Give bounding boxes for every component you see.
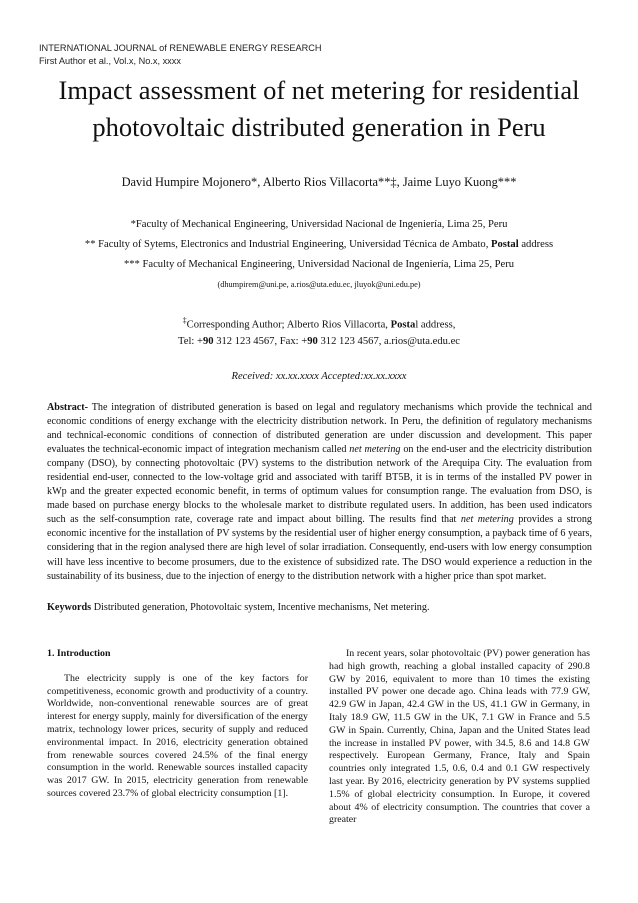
abstract-text-2: on the end-user and the electricity distribution company (DSO), by connecting photovoltaic (PV) systems to the distribution network of the Arequipa City. The evaluation from residential end-user, connected to the low-voltage grid and associated with tariff BT5B, it is in terms of the installed PV power in kWp and the greater expected economic benefit, in terms of optimum values for consumption range. The evaluation from DSO, is made based on purchase energy blocks to the wholesale market to distribute regulated users. In addition, has been used indicators such as the self-consumption rate, coverage rate and impact about billing. The results find that (47, 444, 592, 526)
abstract (47, 401, 592, 584)
title-line-2: photovoltaic distributed generation in Peru (92, 112, 546, 142)
tel-label: Tel: + (178, 336, 203, 347)
abstract-text-1: The integration of distributed generation is based on legal and regulatory mechanisms which provide the technical and economic conditions of energy exchange with the electricity distribution network. In Peru, the definition of regulatory mechanisms and technical-economic conditions of connection of distributed generation are under discussion and development. This paper evaluates the technical-economic impact of integration mechanism called (47, 402, 592, 456)
right-column (329, 648, 590, 827)
author-list: David Humpire Mojonero*, Alberto Rios Villacorta**‡, Jaime Luyo Kuong*** (121, 175, 517, 189)
affiliation-3: *** Faculty of Mechanical Engineering, Universidad Nacional de Ingeniería, Lima 25, Peru (123, 259, 515, 270)
received-dates: Received: xx.xx.xxxx Accepted:xx.xx.xxxx (231, 371, 407, 382)
corresponding-author (0, 316, 638, 331)
keywords-label: Keywords (47, 602, 92, 613)
corresponding-mark: ‡ (182, 316, 187, 325)
corresponding-suffix: l address, (415, 319, 456, 331)
affiliation-1: *Faculty of Mechanical Engineering, Universidad Nacional de Ingeniería, Lima 25, Peru (130, 219, 508, 230)
affiliation-2-suffix: address (518, 239, 554, 250)
section-heading: 1. Introduction (47, 648, 111, 659)
left-column (47, 648, 308, 801)
tel-number: 312 123 4567, Fax: + (213, 336, 308, 347)
title-line-1: Impact assessment of net metering for residential (58, 75, 580, 105)
fax-code: 90 (307, 336, 318, 347)
intro-paragraph-left: The electricity supply is one of the key factors for competitiveness, economic growth and productivity of a country. Worldwide, non-conventional renewable sources are of great interest for energy supply, mainly for diversification of the energy matrix, technology lower prices, security of supply and reduced environmental impact. In 2016, electricity generation obtained from renewable sources covered 24.5% of the final energy consumption in the world. Renewable sources installed capacity was 2017 GW. In 2015, electricity generation from renewable sources covered 23.7% of global electricity consumption [1]. (47, 672, 308, 799)
abstract-emphasis-1: net metering (349, 444, 401, 456)
corresponding-text: Corresponding Author; Alberto Rios Villacorta, (186, 319, 391, 331)
keywords-text: Distributed generation, Photovoltaic system, Incentive mechanisms, Net metering. (91, 602, 430, 613)
journal-citation: First Author et al., Vol.x, No.x, xxxx (39, 56, 181, 66)
affiliation-2 (0, 239, 638, 250)
abstract-emphasis-2: net metering (460, 514, 514, 526)
affiliation-2-text: ** Faculty of Sytems, Electronics and Industrial Engineering, Universidad Técnica de Ambato, (84, 239, 491, 250)
tel-code: 90 (202, 336, 214, 347)
keywords (47, 602, 592, 613)
abstract-text-3: provides a strong economic incentive for the installation of PV systems by the residential user of higher energy consumption, a payback time of 6 years, considering that in the region analysed there are high level of solar irradiation. Consequently, end-users with low energy consumption will have less incentive to become prosumers, due to the existence of subsidized rate. The DSO would experience a reduction in the sustainability of its business, due to the injection of energy to the distribution network with a higher price than spot market. (47, 514, 592, 582)
corresponding-bold: Posta (390, 319, 416, 331)
affiliation-2-bold: Postal (491, 239, 519, 250)
author-emails: (dhumpirem@uni.pe, a.rios@uta.edu.ec, jluyok@uni.edu.pe) (217, 280, 421, 289)
intro-paragraph-right: In recent years, solar photovoltaic (PV) power generation has had high growth, reaching a global installed capacity of 290.8 GW by 2016, equivalent to more than 10 times the existing installed PV power one decade ago. China leads with 77.9 GW, 42.9 GW in Japan, 42.4 GW in the US, 41.1 GW in Germany, in Italy 18.9 GW, 11.5 GW in the UK, 7.1 GW in France and 5.5 GW in Spain. Currently, China, Japan and the United States lead the increase in installed PV power, with 34.5, 8.6 and 14.8 GW respectively. European Germany, France, Italy and Spain countries only integrated 1.5, 0.6, 0.4 and 0.1 GW respectively last year. By 2016, electricity generation by PV systems supplied 1.5% of global electricity consumption. In Europe, it covered about 4% of electricity consumption. The countries that cover a greater (329, 648, 590, 826)
fax-rest: 312 123 4567, a.rios@uta.edu.ec (317, 336, 460, 347)
journal-name: INTERNATIONAL JOURNAL of RENEWABLE ENERGY RESEARCH (39, 43, 322, 53)
contact-line (0, 336, 638, 347)
abstract-label: Abstract- (47, 402, 89, 413)
paper-title (30, 72, 608, 146)
